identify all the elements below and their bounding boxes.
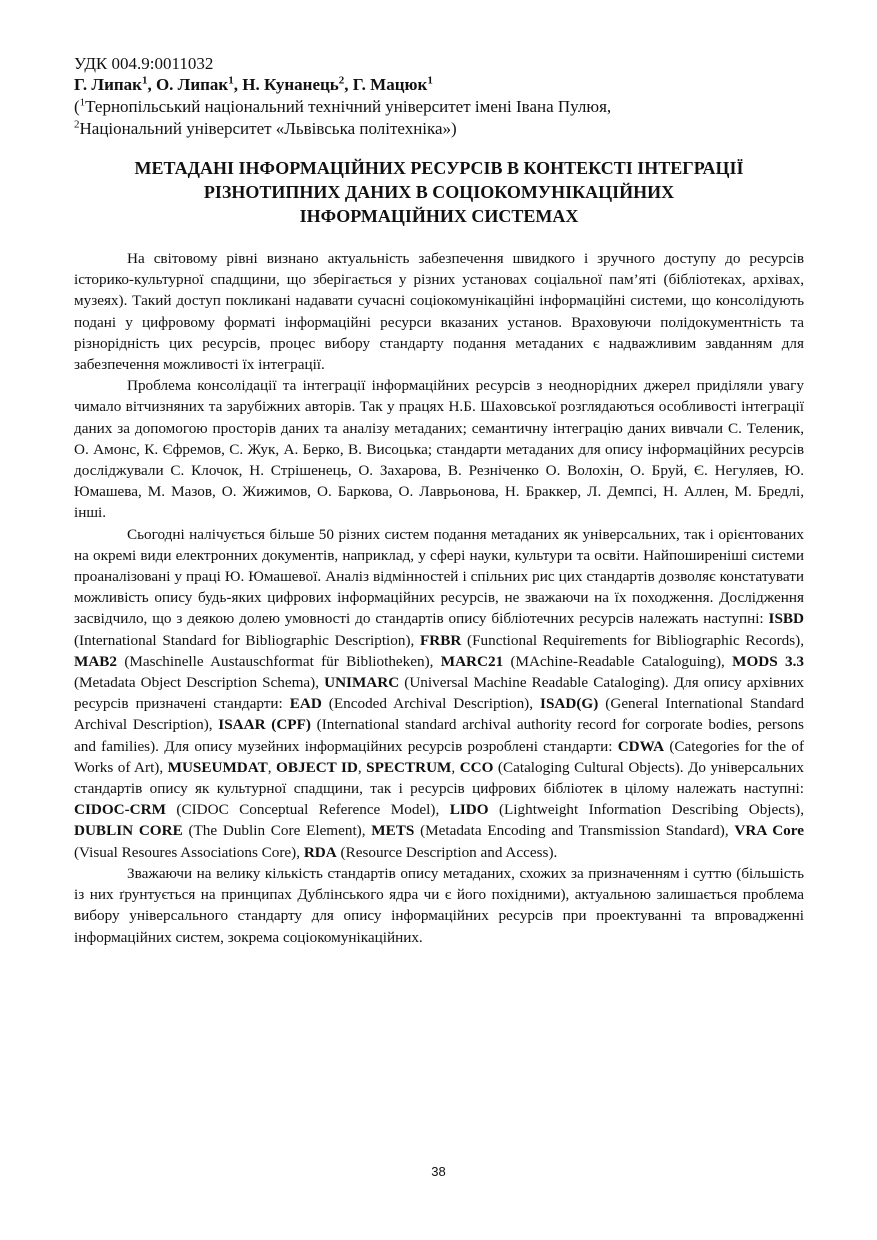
paragraph-text: (International standard archival authority record for corporate bodies, persons and families). Для опису музейних інформаційних ресурсів розроблені стандарти: (74, 716, 804, 755)
standard-acronym: DUBLIN CORE (74, 822, 183, 840)
affiliation-line-2 (74, 118, 804, 140)
standard-acronym: ISAD(G) (540, 695, 599, 713)
body-paragraph (74, 524, 804, 863)
standard-acronym: OBJECT ID (276, 758, 358, 776)
paragraph-text: (Visual Resoures Associations Core), (74, 843, 304, 861)
standard-acronym: MUSEUMDAT (167, 758, 268, 776)
standard-acronym: MARC21 (440, 652, 504, 670)
author-separator: , (147, 75, 156, 94)
standard-acronym: MODS 3.3 (732, 652, 804, 670)
author-name: О. Липак (155, 75, 229, 94)
standard-acronym: EAD (289, 695, 322, 713)
paragraph-text: (Metadata Encoding and Transmission Standard), (414, 822, 735, 840)
paragraph-text: (The Dublin Core Element), (182, 822, 372, 840)
author-name: Г. Мацюк (352, 75, 428, 94)
paragraph-text: , (357, 758, 367, 776)
author-affiliation-mark: 1 (228, 74, 234, 87)
standard-acronym: CIDOC-CRM (74, 801, 166, 819)
standard-acronym: VRA Core (734, 822, 804, 840)
article-body (74, 248, 804, 948)
standard-acronym: ISBD (768, 610, 804, 628)
standard-acronym: ISAAR (CPF) (218, 716, 311, 734)
body-paragraph (74, 375, 804, 523)
paragraph-text: (Maschinelle Austauschformat für Bibliotheken), (117, 652, 441, 670)
author-name: Н. Кунанець (242, 75, 339, 94)
standard-acronym: UNIMARC (324, 674, 400, 692)
affiliation-text: Національний університет «Львівська політехніка») (79, 119, 457, 138)
standard-acronym: LIDO (449, 801, 489, 819)
author-separator: , (233, 75, 243, 94)
standard-acronym: CCO (459, 758, 494, 776)
author-list (74, 74, 804, 96)
paragraph-text: На світовому рівні визнано актуальність забезпечення швидкого і зручного доступу до ресурсів історико-культурної спадщини, що зберігається у різних установах соціальної пам’яті (бібліотеках, архівах, музеях). Такий доступ покликані надавати сучасні соціокомунікаційні інформаційні системи, що консолідують подані у цифровому форматі інформаційні ресурси вказаних установ. Враховуючи полідокументність та різнорідність цих ресурсів, процес вибору стандарту подання метаданих є надважливим завданням для забезпечення можливості їх інтеграції. (74, 250, 804, 374)
standard-acronym: MAB2 (74, 652, 118, 670)
paragraph-text: (CIDOC Conceptual Reference Model), (165, 801, 450, 819)
paragraph-text: , (451, 758, 460, 776)
paragraph-text: (International Standard for Bibliographic Description), (74, 631, 420, 649)
article-page (74, 54, 804, 948)
affiliation-mark: 1 (79, 96, 86, 109)
paragraph-text: (MAchine-Readable Cataloguing), (503, 652, 733, 670)
paragraph-text: Зважаючи на велику кількість стандартів опису метаданих, схожих за призначенням і суттю (більшість із них ґрунтується на принципах Дублінського ядра чи є його похідними), актуальною залишається проблема вибору універсального стандарту для опису інформаційних ресурсів при проектуванні та впровадженні інформаційних систем, зокрема соціокомунікаційних. (74, 864, 804, 946)
standard-acronym: CDWA (617, 737, 665, 755)
standard-acronym: FRBR (420, 631, 462, 649)
article-title (74, 156, 804, 228)
paragraph-text: (Metadata Object Description Schema), (74, 674, 325, 692)
standard-acronym: RDA (303, 843, 337, 861)
paragraph-text: (General International Standard Archival Description), (74, 695, 805, 734)
standard-acronym: METS (371, 822, 415, 840)
author-affiliation-mark: 1 (427, 74, 433, 87)
paragraph-text: Сьогодні налічується більше 50 різних систем подання метаданих як універсальних, так і орієнтованих на окремі види електронних документів, наприклад, у сфері науки, культури та освіти. Найпоширеніші системи проаналізовані у праці Ю. Юмашевої. Аналіз відмінностей і спільних рис цих стандартів дозволяє констатувати можливість опису будь-яких цифрових інформаційних ресурсів, не зважаючи на їх походження. Дослідження засвідчило, що з деякою долею умовності до стандартів опису бібліотечних ресурсів належать наступні: (74, 525, 804, 628)
paragraph-text: (Cataloging Cultural Objects). До універсальних стандартів опису як культурної спадщини, так і ресурсів цифрових бібліотек в цілому належать наступні: (74, 758, 805, 798)
affiliation-text: Тернопільський національний технічний університет імені Івана Пулюя, (85, 97, 612, 116)
author-separator: , (344, 75, 353, 94)
body-paragraph (74, 248, 804, 375)
page-number: 38 (431, 1164, 446, 1179)
paragraph-text: (Lightweight Information Describing Objects), (488, 801, 804, 819)
paragraph-text: (Universal Machine Readable Cataloging). Для опису архівних ресурсів призначені стандарти: (74, 674, 804, 713)
standard-acronym: SPECTRUM (366, 758, 452, 776)
author-name: Г. Липак (74, 75, 142, 94)
title-line: МЕТАДАНІ ІНФОРМАЦІЙНИХ РЕСУРСІВ В КОНТЕКСТІ ІНТЕГРАЦІЇ (134, 158, 744, 178)
title-line: ІНФОРМАЦІЙНИХ СИСТЕМАХ (299, 206, 579, 226)
paragraph-text: (Resource Description and Access). (336, 843, 558, 861)
title-line: РІЗНОТИПНИХ ДАНИХ В СОЦІОКОМУНІКАЦІЙНИХ (203, 182, 675, 202)
paragraph-text: (Encoded Archival Description), (321, 695, 541, 713)
affiliation-line-1 (74, 96, 804, 118)
udc-code: УДК 004.9:0011032 (74, 54, 214, 73)
paragraph-text: (Functional Requirements for Bibliographic Records), (461, 631, 804, 649)
body-paragraph (74, 863, 804, 948)
paragraph-text: (Categories for the of Works of Art), (74, 737, 804, 776)
paragraph-text: , (267, 758, 277, 776)
author-affiliation-mark: 2 (338, 74, 345, 87)
author-affiliation-mark: 1 (141, 74, 148, 87)
affiliation-mark: 2 (74, 118, 80, 131)
affiliation-open-paren: ( (74, 97, 80, 116)
paragraph-text: Проблема консолідації та інтеграції інформаційних ресурсів з неоднорідних джерел приділяли увагу чимало вітчизняних та зарубіжних авторів. Так у працях Н.Б. Шаховської розглядаються особливості інтеграції даних за допомогою просторів даних та аналізу метаданих; семантичну інтеграцію даних вивчали С. Теленик, О. Амонс, К. Єфремов, С. Жук, А. Берко, В. Висоцька; стандарти метаданих для опису інформаційних ресурсів досліджували С. Клочок, Н. Стрішенець, О. Захарова, В. Резніченко О. Волохін, О. Бруй, Є. Негуляев, Ю. Юмашева, М. Мазов, О. Жижимов, О. Баркова, О. Лаврьонова, Н. Браккер, Л. Демпсі, Н. Аллен, М. Бредлі, інші. (74, 377, 804, 522)
